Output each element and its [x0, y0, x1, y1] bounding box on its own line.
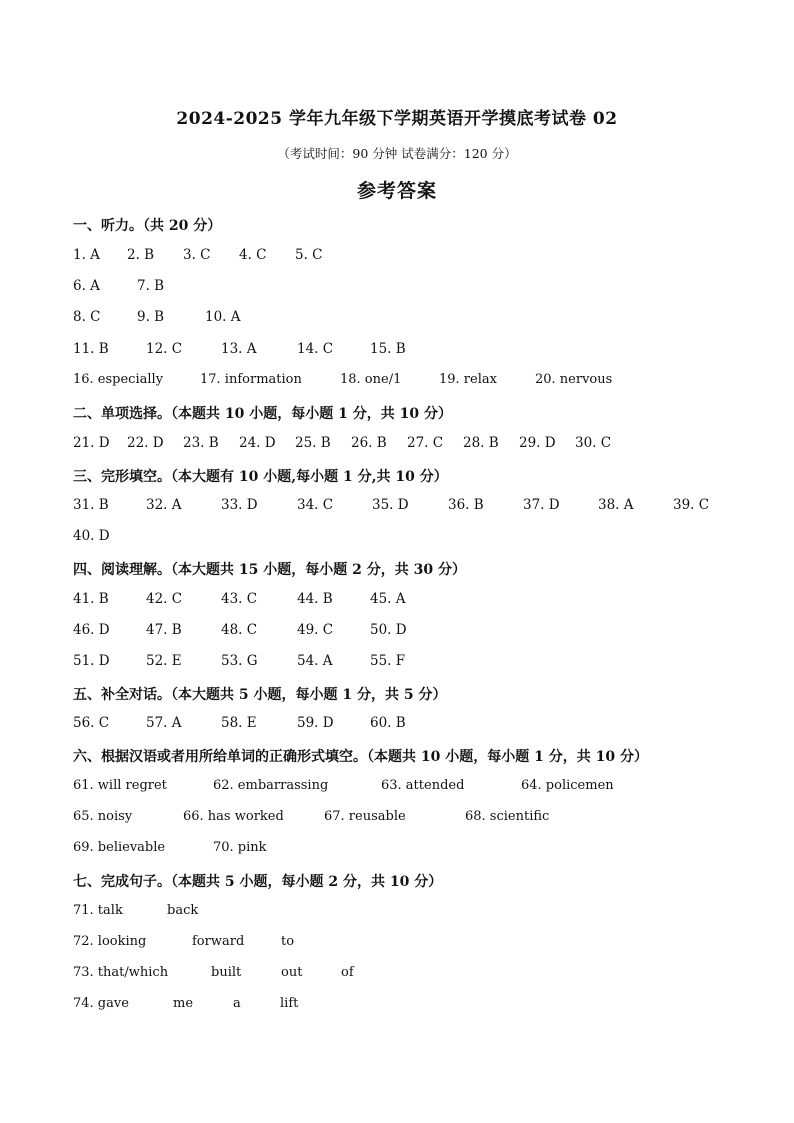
answer-item: 6. A: [73, 278, 100, 294]
answer-item: 43. C: [221, 591, 258, 607]
answer-item: 58. E: [221, 715, 257, 731]
answer-item: 8. C: [73, 309, 101, 325]
answer-item: 57. A: [146, 715, 182, 731]
answer-item: lift: [280, 996, 299, 1011]
answer-item: 34. C: [297, 497, 334, 513]
section-listening: 一、听力。（共 20 分）: [73, 218, 222, 234]
section-single-choice: 二、单项选择。（本题共 10 小题，每小题 1 分，共 10 分）: [73, 406, 452, 422]
answer-item: 40. D: [73, 528, 110, 544]
answer-item: 23. B: [183, 435, 219, 451]
answer-item: 67. reusable: [324, 809, 406, 824]
answer-item: 55. F: [370, 653, 406, 669]
answer-item: 12. C: [146, 341, 183, 357]
answer-item: 4. C: [239, 247, 267, 263]
answer-item: back: [167, 903, 199, 918]
answer-item: 49. C: [297, 622, 334, 638]
answer-item: 27. C: [407, 435, 444, 451]
answer-item: 46. D: [73, 622, 110, 638]
answer-item: 33. D: [221, 497, 258, 513]
page-title: 2024-2025 学年九年级下学期英语开学摸底考试卷 02: [176, 109, 618, 129]
answer-item: 42. C: [146, 591, 183, 607]
answer-item: 71. talk: [73, 903, 123, 918]
answer-item: 16. especially: [73, 372, 164, 387]
answer-item: 44. B: [297, 591, 333, 607]
answer-item: 62. embarrassing: [213, 778, 329, 793]
answer-item: 72. looking: [73, 934, 147, 949]
answer-item: out: [281, 965, 303, 980]
answer-item: 70. pink: [213, 840, 267, 855]
section-cloze: 三、完形填空。（本大题有 10 小题,每小题 1 分,共 10 分）: [73, 469, 448, 485]
answer-item: 15. B: [370, 341, 406, 357]
answer-item: 9. B: [137, 309, 165, 325]
answer-item: 14. C: [297, 341, 334, 357]
answer-item: 3. C: [183, 247, 211, 263]
answer-item: 66. has worked: [183, 809, 284, 824]
section-complete-sentences: 七、完成句子。（本题共 5 小题，每小题 2 分，共 10 分）: [73, 874, 443, 890]
answer-item: 60. B: [370, 715, 406, 731]
answer-item: 1. A: [73, 247, 100, 263]
answer-item: 41. B: [73, 591, 109, 607]
answer-item: 54. A: [297, 653, 333, 669]
answer-item: 53. G: [221, 653, 258, 669]
answer-item: 10. A: [205, 309, 241, 325]
exam-info: （考试时间：90 分钟 试卷满分：120 分）: [277, 146, 517, 161]
answer-item: 59. D: [297, 715, 334, 731]
answer-item: 73. that/which: [73, 965, 169, 980]
answer-item: 18. one/1: [340, 372, 402, 387]
section-dialogue: 五、补全对话。（本大题共 5 小题，每小题 1 分，共 5 分）: [73, 687, 447, 703]
answer-item: 39. C: [673, 497, 710, 513]
answer-item: 13. A: [221, 341, 257, 357]
answer-item: 45. A: [370, 591, 406, 607]
answer-item: 50. D: [370, 622, 407, 638]
answer-item: 56. C: [73, 715, 110, 731]
answer-item: 11. B: [73, 341, 109, 357]
answer-item: 19. relax: [439, 372, 497, 387]
answer-item: 17. information: [200, 372, 302, 387]
answer-item: 69. believable: [73, 840, 166, 855]
answer-item: 32. A: [146, 497, 182, 513]
answer-item: 74. gave: [73, 996, 129, 1011]
answer-item: 65. noisy: [73, 809, 133, 824]
answer-item: 25. B: [295, 435, 331, 451]
answer-item: 37. D: [523, 497, 560, 513]
answer-item: 38. A: [598, 497, 634, 513]
answer-item: 2. B: [127, 247, 155, 263]
answer-heading: 参考答案: [356, 180, 437, 202]
answer-item: to: [281, 934, 295, 949]
answer-item: 36. B: [448, 497, 484, 513]
section-reading: 四、阅读理解。（本大题共 15 小题，每小题 2 分，共 30 分）: [73, 562, 466, 578]
answer-item: built: [211, 965, 242, 980]
answer-item: 48. C: [221, 622, 258, 638]
answer-item: 63. attended: [381, 778, 465, 793]
answer-item: 28. B: [463, 435, 499, 451]
answer-item: 61. will regret: [73, 778, 167, 793]
answer-item: 5. C: [295, 247, 323, 263]
answer-item: 47. B: [146, 622, 182, 638]
answer-item: 68. scientific: [465, 809, 550, 824]
answer-item: a: [233, 996, 241, 1011]
answer-item: 51. D: [73, 653, 110, 669]
answer-item: me: [173, 996, 194, 1011]
answer-item: forward: [192, 934, 245, 949]
answer-item: 30. C: [575, 435, 612, 451]
answer-item: 31. B: [73, 497, 109, 513]
answer-item: 21. D: [73, 435, 110, 451]
answer-item: 24. D: [239, 435, 276, 451]
section-word-forms: 六、根据汉语或者用所给单词的正确形式填空。（本题共 10 小题，每小题 1 分，共 10 分）: [73, 749, 648, 765]
answer-item: 26. B: [351, 435, 387, 451]
answer-item: 22. D: [127, 435, 164, 451]
answer-item: 52. E: [146, 653, 182, 669]
answer-item: 29. D: [519, 435, 556, 451]
answer-item: 7. B: [137, 278, 165, 294]
answer-item: 64. policemen: [521, 778, 614, 793]
answer-item: of: [341, 965, 354, 980]
answer-item: 20. nervous: [535, 372, 613, 387]
answer-item: 35. D: [372, 497, 409, 513]
